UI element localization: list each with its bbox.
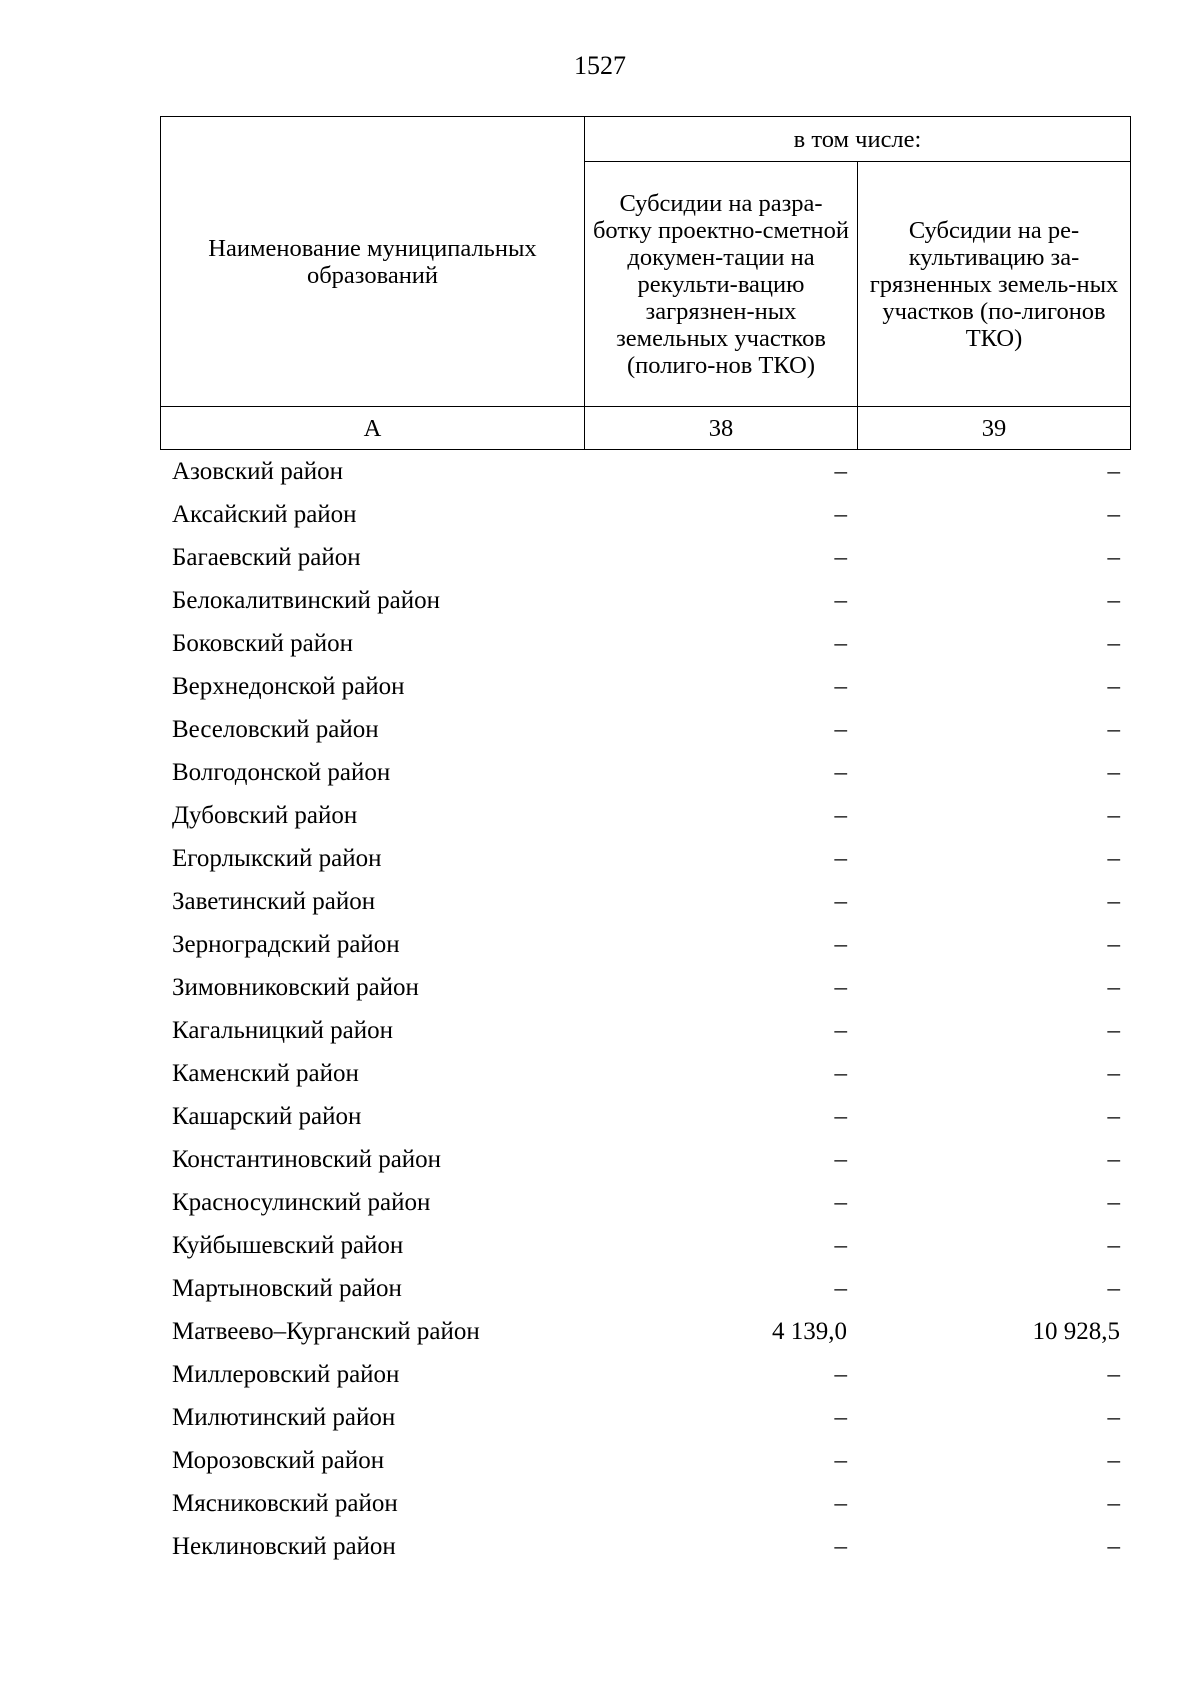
table-row (160, 1181, 1130, 1224)
municipality-name: Миллеровский район (172, 1360, 400, 1388)
header-municipality-name: Наименование муниципальных образований (161, 117, 585, 407)
value-col38: – (834, 1102, 847, 1130)
value-col38: – (834, 1059, 847, 1087)
value-col39: – (1107, 586, 1120, 614)
value-col38: – (834, 715, 847, 743)
municipality-name: Кашарский район (172, 1102, 362, 1130)
table-row (160, 1138, 1130, 1181)
value-col38: – (834, 1489, 847, 1517)
value-col38: – (834, 672, 847, 700)
value-col39: – (1107, 1489, 1120, 1517)
value-col39: – (1107, 1532, 1120, 1560)
value-col39: – (1107, 715, 1120, 743)
municipality-name: Азовский район (172, 457, 344, 485)
municipality-name: Мартыновский район (172, 1274, 402, 1302)
value-col38: – (834, 1360, 847, 1388)
value-col39: – (1107, 543, 1120, 571)
table-row (160, 837, 1130, 880)
value-col39: – (1107, 1274, 1120, 1302)
header-col-38: 38 (585, 407, 858, 450)
table-row (160, 493, 1130, 536)
value-col38: – (834, 1532, 847, 1560)
municipality-name: Кагальницкий район (172, 1016, 394, 1044)
value-col38: – (834, 1274, 847, 1302)
value-col38: – (834, 500, 847, 528)
table-row (160, 1482, 1130, 1525)
table-row (160, 1353, 1130, 1396)
municipality-name: Морозовский район (172, 1446, 385, 1474)
municipality-name: Белокалитвинский район (172, 586, 440, 614)
table-row (160, 1095, 1130, 1138)
value-col38: – (834, 1403, 847, 1431)
table-row (160, 708, 1130, 751)
header-col38-design-subsidy: Субсидии на разра-ботку проектно-сметной докумен-тации на рекульти-вацию загрязнен-ных земельных участков (полиго-нов ТКО) (585, 162, 858, 407)
value-col39: – (1107, 801, 1120, 829)
value-col38: – (834, 586, 847, 614)
value-col39: – (1107, 1403, 1120, 1431)
header-col-39: 39 (858, 407, 1131, 450)
table-row (160, 794, 1130, 837)
value-col39: – (1107, 629, 1120, 657)
table-row (160, 1310, 1130, 1353)
municipality-name: Зимовниковский район (172, 973, 419, 1001)
header-including: в том числе: (585, 117, 1131, 162)
table-row (160, 622, 1130, 665)
value-col39: – (1107, 1188, 1120, 1216)
table-row (160, 450, 1130, 493)
page-number: 1527 (574, 51, 626, 80)
value-col38: – (834, 801, 847, 829)
municipality-name: Неклиновский район (172, 1532, 396, 1560)
value-col38: – (834, 930, 847, 958)
municipality-name: Зерноградский район (172, 930, 400, 958)
municipality-name: Заветинский район (172, 887, 376, 915)
municipality-name: Егорлыкский район (172, 844, 382, 872)
table-row (160, 1267, 1130, 1310)
value-col39: – (1107, 758, 1120, 786)
table-row (160, 579, 1130, 622)
value-col39: – (1107, 844, 1120, 872)
value-col38: 4 139,0 (772, 1317, 847, 1345)
value-col38: – (834, 1016, 847, 1044)
municipality-name: Красносулинский район (172, 1188, 431, 1216)
municipality-name: Веселовский район (172, 715, 379, 743)
table-row (160, 1439, 1130, 1482)
municipality-name: Матвеево–Курганский район (172, 1317, 480, 1345)
table-row (160, 536, 1130, 579)
value-col39: – (1107, 1145, 1120, 1173)
value-col39: – (1107, 1016, 1120, 1044)
header-col39-recultivation-subsidy: Субсидии на ре-культивацию за-грязненных земель-ных участков (по-лигонов ТКО) (858, 162, 1131, 407)
value-col38: – (834, 1188, 847, 1216)
value-col38: – (834, 543, 847, 571)
municipality-name: Аксайский район (172, 500, 357, 528)
table-row (160, 665, 1130, 708)
municipality-name: Мясниковский район (172, 1489, 398, 1517)
value-col38: – (834, 973, 847, 1001)
municipality-name: Дубовский район (172, 801, 358, 829)
table-row (160, 1396, 1130, 1439)
value-col39: – (1107, 500, 1120, 528)
value-col39: – (1107, 1360, 1120, 1388)
table-row (160, 880, 1130, 923)
value-col39: – (1107, 672, 1120, 700)
value-col38: – (834, 1446, 847, 1474)
table-row (160, 1525, 1130, 1568)
value-col39: – (1107, 457, 1120, 485)
table-row (160, 1009, 1130, 1052)
value-col38: – (834, 844, 847, 872)
municipality-name: Волгодонской район (172, 758, 391, 786)
value-col39: – (1107, 1102, 1120, 1130)
value-col38: – (834, 457, 847, 485)
table-body (160, 450, 1130, 1568)
table-row (160, 1052, 1130, 1095)
subsidy-table (160, 116, 1130, 1568)
table-row (160, 1224, 1130, 1267)
value-col39: – (1107, 1059, 1120, 1087)
municipality-name: Милютинский район (172, 1403, 396, 1431)
municipality-name: Багаевский район (172, 543, 361, 571)
table-row (160, 966, 1130, 1009)
municipality-name: Каменский район (172, 1059, 359, 1087)
value-col38: – (834, 1231, 847, 1259)
municipality-name: Верхнедонской район (172, 672, 405, 700)
value-col38: – (834, 1145, 847, 1173)
value-col39: – (1107, 930, 1120, 958)
value-col38: – (834, 629, 847, 657)
value-col39: – (1107, 887, 1120, 915)
header-col-a: А (161, 407, 585, 450)
table-row (160, 751, 1130, 794)
value-col39: 10 928,5 (1032, 1317, 1120, 1345)
value-col39: – (1107, 1231, 1120, 1259)
value-col39: – (1107, 1446, 1120, 1474)
municipality-name: Куйбышевский район (172, 1231, 404, 1259)
value-col38: – (834, 758, 847, 786)
value-col38: – (834, 887, 847, 915)
table-header (160, 116, 1131, 450)
municipality-name: Константиновский район (172, 1145, 442, 1173)
municipality-name: Боковский район (172, 629, 353, 657)
value-col39: – (1107, 973, 1120, 1001)
table-row (160, 923, 1130, 966)
